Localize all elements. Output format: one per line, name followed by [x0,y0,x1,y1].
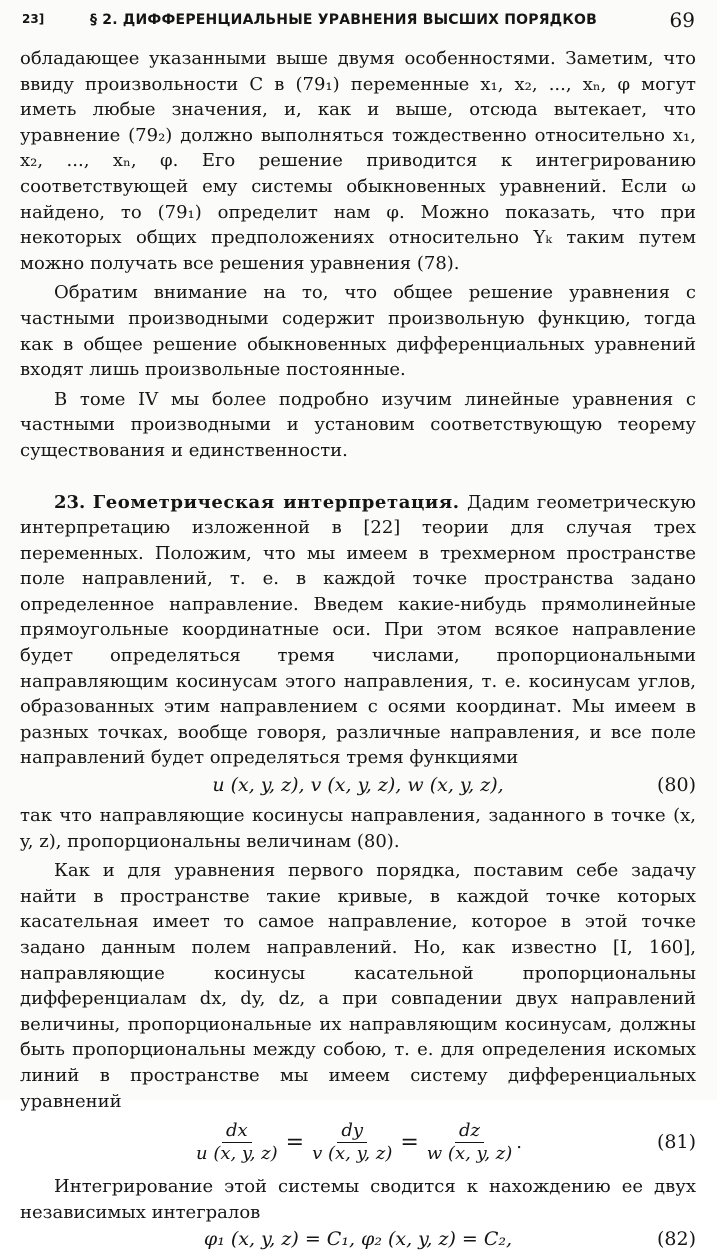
section-text: Дадим геометрическую интерпретацию изложенной в [22] теории для случая трех переменных. Положим, что мы имеем в трехмерном пространстве поле направлений, т. е. в каждой точке пространства задано определенное направление. Введем какие-нибудь прямолинейные прямоугольные координатные оси. При этом всякое направление будет определяться тремя числами, пропорциональными направляющим косинусам этого направления, т. е. косинусам углов, образованных этим направлением с осями координат. Мы имеем в разных точках, вообще говоря, различные направления, и все поле направлений будет определяться тремя функциями [20,491,696,769]
formula-81-period: . [516,1131,523,1153]
paragraph-curves: Как и для уравнения первого порядка, поставим себе задачу найти в пространстве такие кривые, в каждой точке которых касательная имеет то самое направление, которое в этой точке задано данным полем направлений. Но, как известно [I, 160], направляющие косинусы касательной пропорциональны дифференциалам dx, dy, dz, а при совпадении двух направлений величины, пропорциональные их направляющим косинусам, должны быть пропорциональны между собою, т. е. для определения искомых линий в пространстве мы имеем систему дифференциальных уравнений [20,860,696,1112]
paragraph-cosines: так что направляющие косинусы направления, заданного в точке (x, y, z), пропорциональны величинам (80). [20,805,696,852]
formula-80-number: (80) [656,774,696,797]
formula-82-number: (82) [656,1228,696,1251]
fraction-dz [423,1120,516,1165]
formula-82 [20,1225,696,1257]
formula-81-number: (81) [656,1131,696,1154]
numerator-dy: dy [337,1120,367,1143]
paragraph-general-solution: Обратим внимание на то, что общее решение уравнения с частными производными содержит произвольную функцию, тогда как в общее решение обыкновенных дифференциальных уравнений входят лишь произвольные постоянные. [20,282,696,381]
formula-81 [20,1114,696,1174]
page-number: 69 [669,8,695,32]
denominator-w: w (x, y, z) [426,1143,513,1165]
paragraph-volume-iv: В томе IV мы более подробно изучим линейные уравнения с частными производными и установим соответствующую теорему существования и единственности. [20,388,696,461]
section-title: Геометрическая интерпретация. [92,491,460,513]
running-header [22,8,695,34]
equals-sign: = [285,1129,305,1155]
paragraph-section-23 [20,490,696,772]
equals-sign: = [400,1129,419,1155]
section-number: 23. [54,491,86,513]
page-body [20,46,696,1257]
fraction-dy [308,1120,396,1165]
paragraph-continued: обладающее указанными выше двумя особенностями. Заметим, что ввиду произвольности C в (79₁) переменные x₁, x₂, ..., xₙ, φ могут иметь любые значения, и, как и выше, отсюда вытекает, что уравнение (79₂) должно выполняться тождественно относительно x₁, x₂, ..., xₙ, φ. Его решение приводится к интегрированию соответствующей ему системы обыкновенных уравнений. Если ω найдено, то (79₁) определит нам φ. Можно показать, что при некоторых общих предположениях относительно Yₖ таким путем можно получать все решения уравнения (78). [20,48,696,274]
numerator-dz: dz [455,1120,484,1143]
formula-82-expression: φ₁ (x, y, z) = C₁, φ₂ (x, y, z) = C₂, [203,1228,513,1251]
denominator-u: u (x, y, z) [196,1143,278,1165]
formula-81-expression [192,1120,522,1165]
formula-80 [20,771,696,803]
paragraph-integration: Интегрирование этой системы сводится к нахождению ее двух независимых интегралов [20,1176,696,1223]
header-running-title: § 2. ДИФФЕРЕНЦИАЛЬНЫЕ УРАВНЕНИЯ ВЫСШИХ ПОРЯДКОВ [90,12,597,28]
denominator-v: v (x, y, z) [312,1143,393,1165]
header-section-number: 23] [22,12,45,26]
numerator-dx: dx [222,1120,252,1143]
formula-80-expression: u (x, y, z), v (x, y, z), w (x, y, z), [212,774,504,797]
fraction-dx [192,1120,282,1165]
